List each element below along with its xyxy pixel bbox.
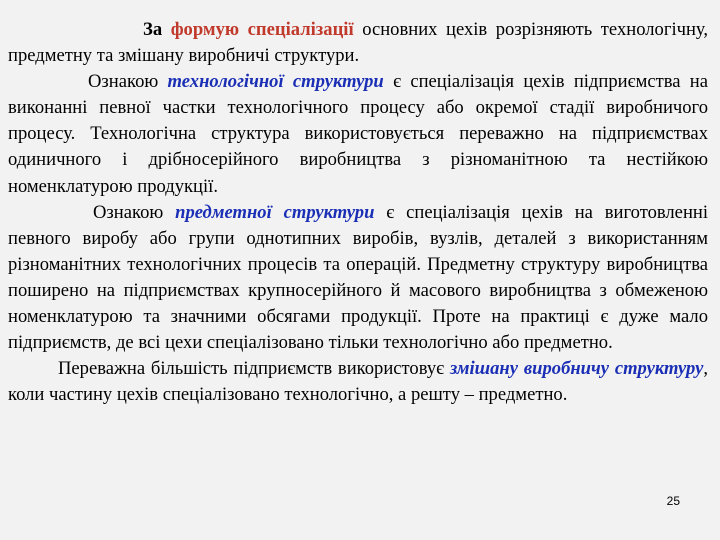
body-text xyxy=(8,17,708,408)
p4-text: , коли частину цехів спеціалізовано технологічно, а решту – предметно. xyxy=(8,358,708,406)
p2-keyword: технологічної структури xyxy=(167,71,384,93)
paragraph-3 xyxy=(8,200,708,357)
p3-keyword: предметної структури xyxy=(175,201,375,223)
p3-lead: Ознакою xyxy=(93,201,176,223)
p4-keyword: змішану виробничу структуру xyxy=(449,358,704,380)
paragraph-2 xyxy=(8,69,708,199)
p3-text: є спеціалізація цехів на виготовленні певного виробу або групи однотипних виробів, вузлів, деталей з використанням різноманітних технологічних процесів та операцій. Предметну структуру виробництва поширено на підприємствах крупносерійного й масового виробництва з обмеженою номенклатурою та значними обсягами продукції. Проте на практиці є дуже мало підприємств, де всі цехи спеціалізовано тільки технологічно або предметно. xyxy=(8,201,709,354)
p2-text: є спеціалізація цехів підприємства на виконанні певної частки технологічного процесу або окремої стадії виробничого процесу. Технологічна структура використовується переважно на підприємствах одиничного і дрібносерійного виробництва з різноманітною та нестійкою номенклатурою продукції. xyxy=(8,71,708,197)
p2-lead: Ознакою xyxy=(88,71,168,93)
paragraph-4 xyxy=(8,356,708,408)
p1-text: основних цехів розрізняють технологічну, предметну та змішану виробничі структури. xyxy=(8,19,708,67)
p1-keyword-form: формую xyxy=(170,19,240,40)
p1-lead: За xyxy=(143,19,163,40)
p1-keyword-specialization: спеціалізації xyxy=(247,19,354,40)
paragraph-1 xyxy=(8,17,708,69)
p4-lead: Переважна більшість підприємств використовує xyxy=(58,358,450,380)
page-number: 25 xyxy=(666,494,680,508)
